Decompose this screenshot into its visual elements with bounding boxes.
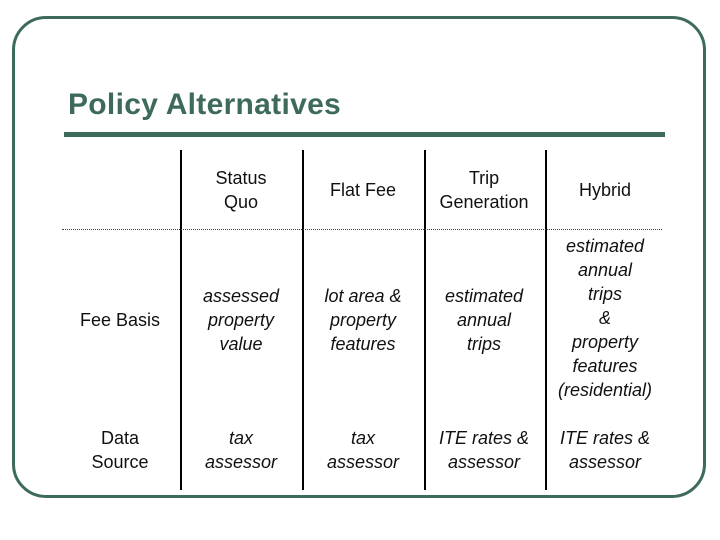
- title-underline: [64, 132, 665, 137]
- table-cell: estimated annual trips & property features (residential): [557, 236, 653, 400]
- row-label-fee-basis: Fee Basis: [79, 310, 161, 330]
- column-header-trip-generation: Trip Generation: [439, 168, 529, 212]
- table-cell: tax assessor: [326, 428, 400, 472]
- row-label-data-source: Data Source: [91, 428, 149, 472]
- table-cell: lot area & property features: [324, 286, 402, 354]
- table-cell: ITE rates & assessor: [438, 428, 530, 472]
- column-header-status-quo: Status Quo: [215, 168, 267, 212]
- table-cell: estimated annual trips: [444, 286, 524, 354]
- slide-title: Policy Alternatives: [68, 88, 342, 121]
- column-header-flat-fee: Flat Fee: [329, 180, 397, 200]
- header-separator: [62, 229, 662, 230]
- column-header-hybrid: Hybrid: [578, 180, 631, 200]
- table-cell: assessed property value: [202, 286, 280, 354]
- table-cell: ITE rates & assessor: [559, 428, 651, 472]
- table-cell: tax assessor: [204, 428, 278, 472]
